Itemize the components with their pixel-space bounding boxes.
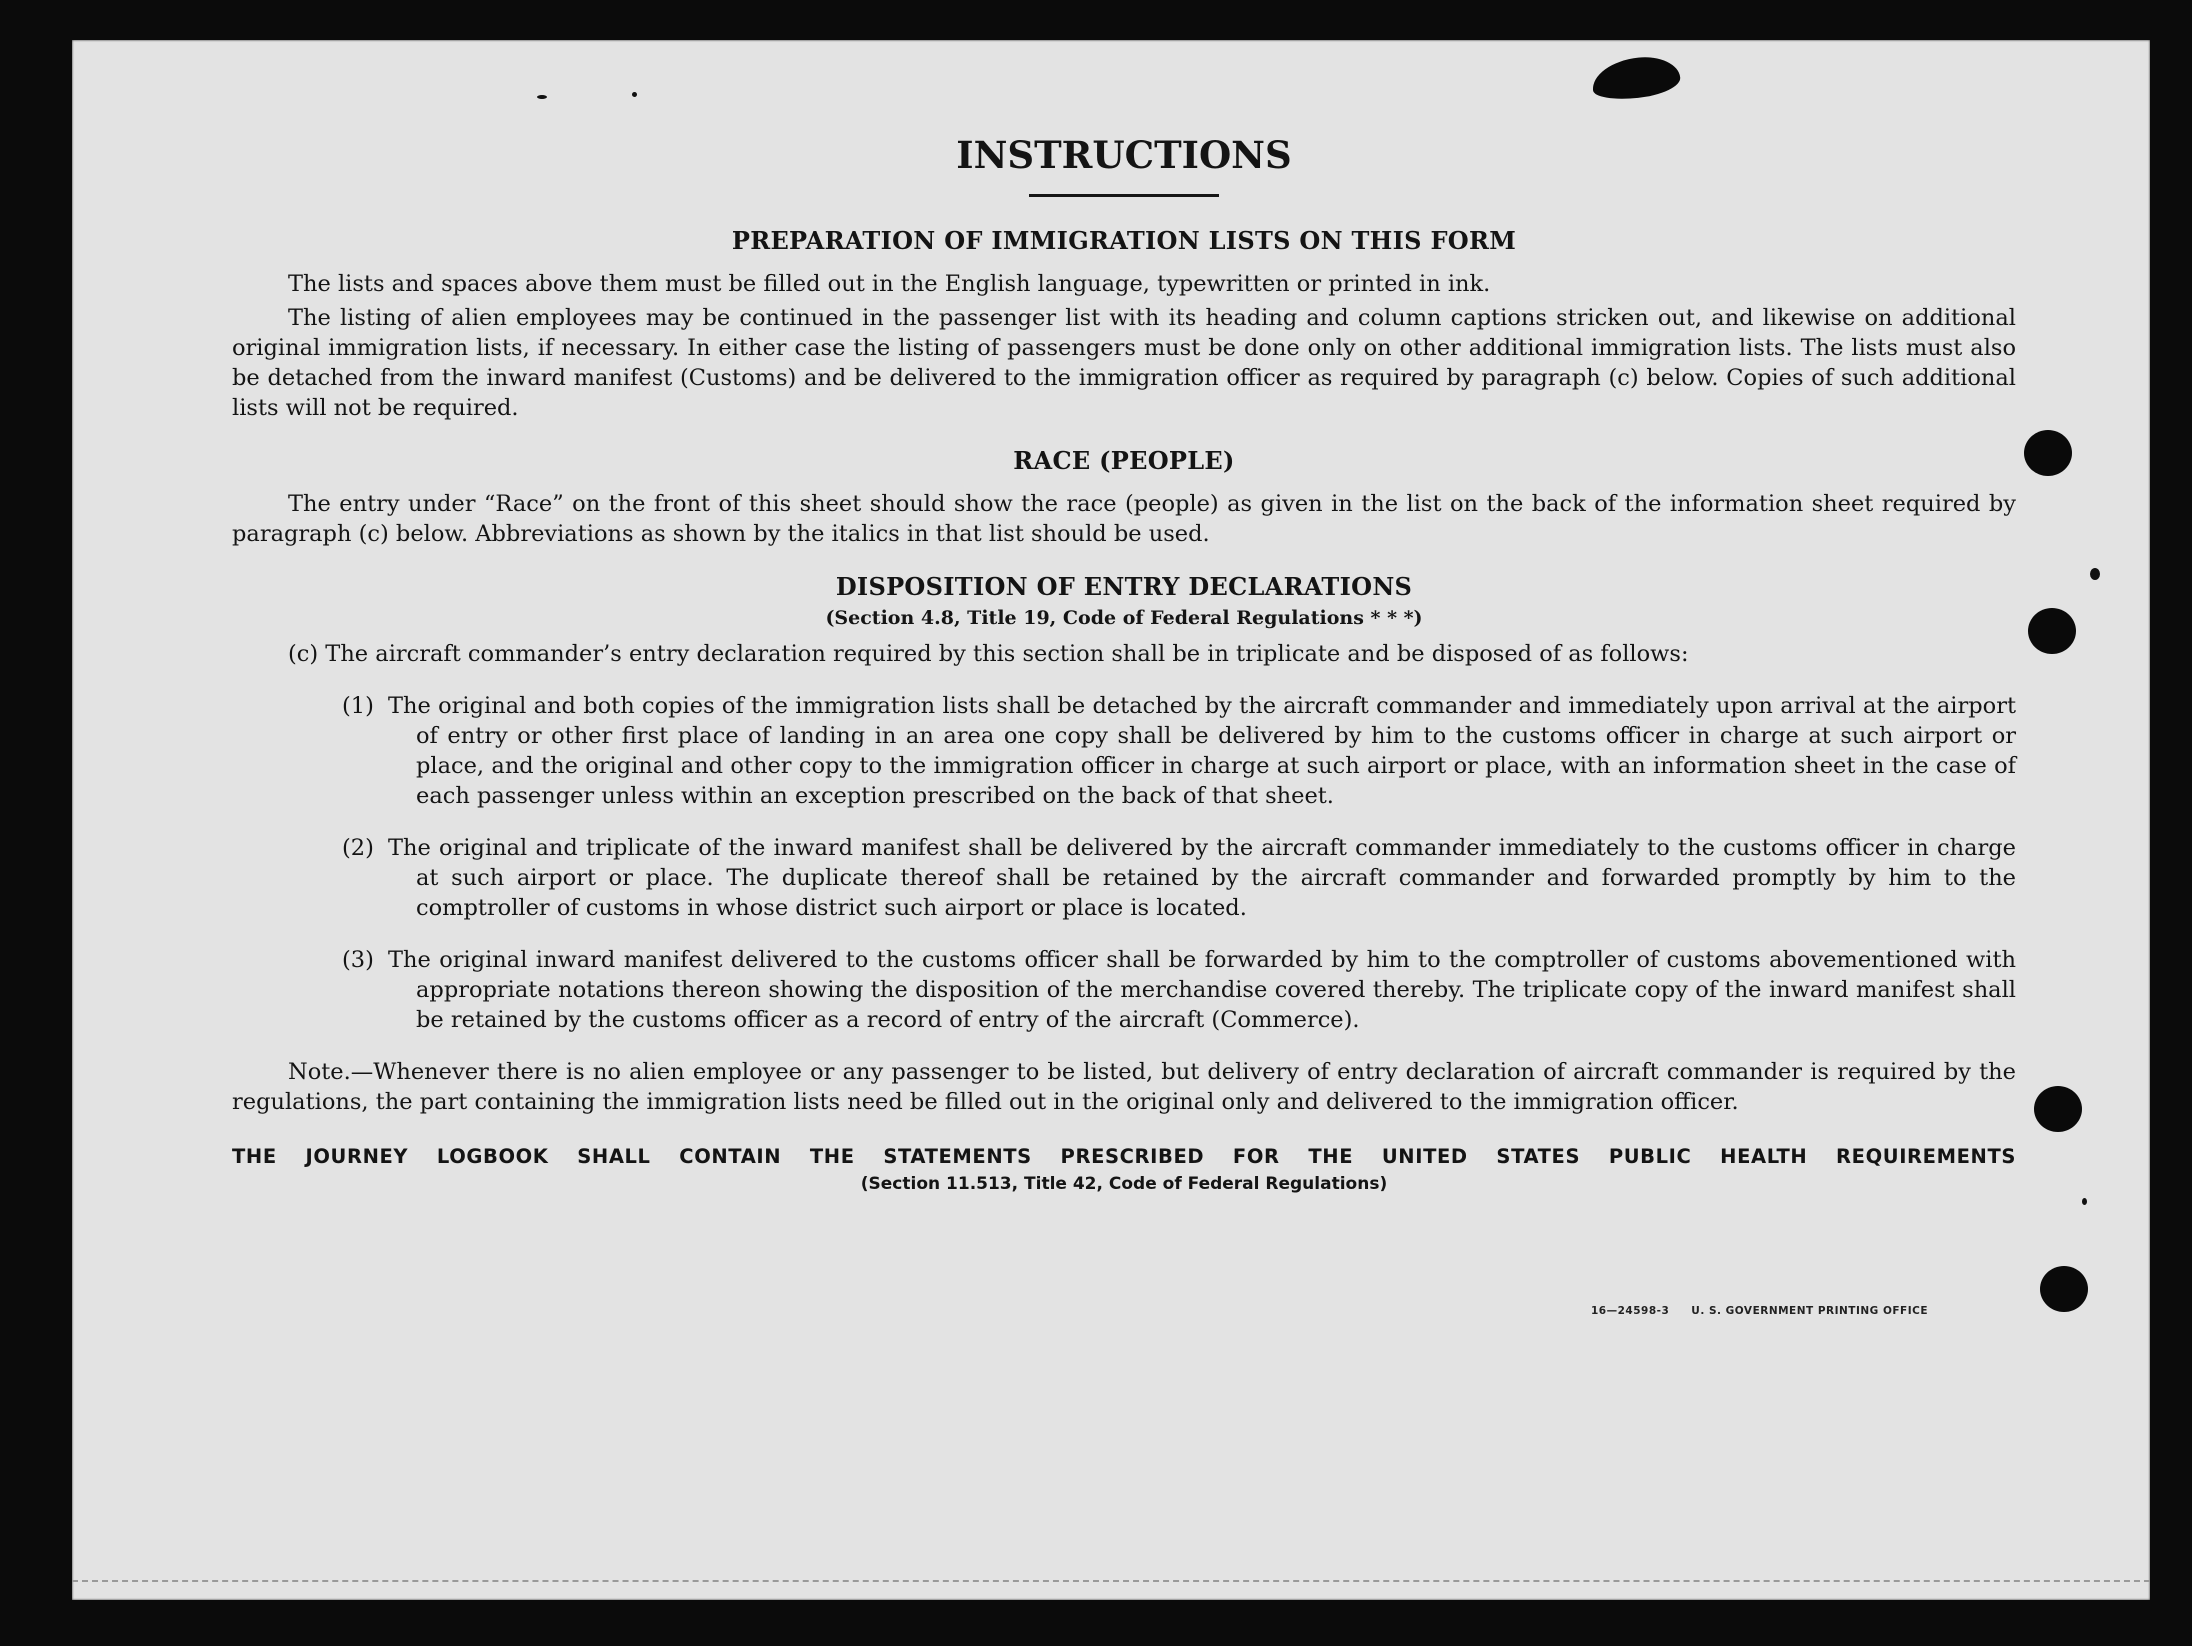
printer-name: U. S. GOVERNMENT PRINTING OFFICE: [1691, 1305, 1928, 1317]
ink-speck: [537, 95, 547, 99]
item-number: (3): [342, 947, 374, 973]
instructions-body: [232, 130, 2016, 1197]
page-title: INSTRUCTIONS: [956, 133, 1292, 177]
list-item: [342, 691, 2016, 811]
list-item: [342, 945, 2016, 1035]
disposition-intro: (c) The aircraft commander’s entry declaration required by this section shall be in triplicate and be disposed of as follows:: [288, 641, 1689, 667]
punch-hole: [2024, 430, 2072, 476]
note-paragraph: Note.—Whenever there is no alien employee or any passenger to be listed, but delivery of entry declaration of aircraft commander is required by the regulations, the part containing the immigration lists need be filled out in the original only and delivered to the immigration officer.: [232, 1059, 2016, 1115]
race-paragraph: The entry under “Race” on the front of this sheet should show the race (people) as given in the list on the back of the information sheet required by paragraph (c) below. Abbreviations as shown by the italics in that list should be used.: [232, 491, 2016, 547]
list-item: [342, 833, 2016, 923]
ink-speck: [632, 92, 637, 97]
punch-hole: [2040, 1266, 2088, 1312]
item-text: The original and triplicate of the inward manifest shall be delivered by the aircraft commander immediately to the customs officer in charge at such airport or place. The duplicate thereof shall be retained by the aircraft commander and forwarded promptly by him to the comptroller of customs in whose district such airport or place is located.: [388, 835, 2016, 921]
preparation-heading: PREPARATION OF IMMIGRATION LISTS ON THIS FORM: [731, 226, 1517, 255]
race-heading: RACE (PEOPLE): [1013, 446, 1235, 475]
printer-imprint: [1591, 1305, 1928, 1317]
disposition-citation: (Section 4.8, Title 19, Code of Federal Regulations * * *): [825, 607, 1423, 629]
health-requirements-statement: THE JOURNEY LOGBOOK SHALL CONTAIN THE STATEMENTS PRESCRIBED FOR THE UNITED STATES PUBLIC HEALTH REQUIREMENTS: [232, 1145, 2016, 1168]
item-text: The original and both copies of the immigration lists shall be detached by the aircraft commander and immediately upon arrival at the airport of entry or other first place of landing in an area one copy shall be delivered by him to the customs officer in charge at such airport or place, and the original and other copy to the immigration officer in charge at such airport or place, with an information sheet in the case of each passenger unless within an exception prescribed on the back of that sheet.: [388, 693, 2016, 809]
ink-speck: [2082, 1198, 2087, 1205]
punch-hole: [2028, 608, 2076, 654]
page-edge: [72, 1580, 2150, 1582]
preparation-paragraph-1: The lists and spaces above them must be filled out in the English language, typewritten or printed in ink.: [288, 271, 1491, 297]
item-number: (1): [342, 693, 374, 719]
item-number: (2): [342, 835, 374, 861]
ink-speck: [2090, 568, 2100, 580]
ink-blot: [1590, 54, 1682, 103]
title-rule: [1029, 194, 1219, 197]
form-number: 16—24598-3: [1590, 1305, 1670, 1317]
preparation-paragraph-2: The listing of alien employees may be continued in the passenger list with its heading and column captions stricken out, and likewise on additional original immigration lists, if necessary. In either case the listing of passengers must be done only on other additional immigration lists. The lists must also be detached from the inward manifest (Customs) and be delivered to the immigration officer as required by paragraph (c) below. Copies of such additional lists will not be required.: [232, 305, 2016, 421]
health-requirements-citation: (Section 11.513, Title 42, Code of Federal Regulations): [860, 1174, 1388, 1194]
disposition-heading: DISPOSITION OF ENTRY DECLARATIONS: [835, 572, 1413, 601]
paper-sheet: [72, 40, 2150, 1600]
item-text: The original inward manifest delivered to the customs officer shall be forwarded by him to the comptroller of customs abovementioned with appropriate notations thereon showing the disposition of the merchandise covered thereby. The triplicate copy of the inward manifest shall be retained by the customs officer as a record of entry of the aircraft (Commerce).: [388, 947, 2016, 1033]
punch-hole: [2034, 1086, 2082, 1132]
